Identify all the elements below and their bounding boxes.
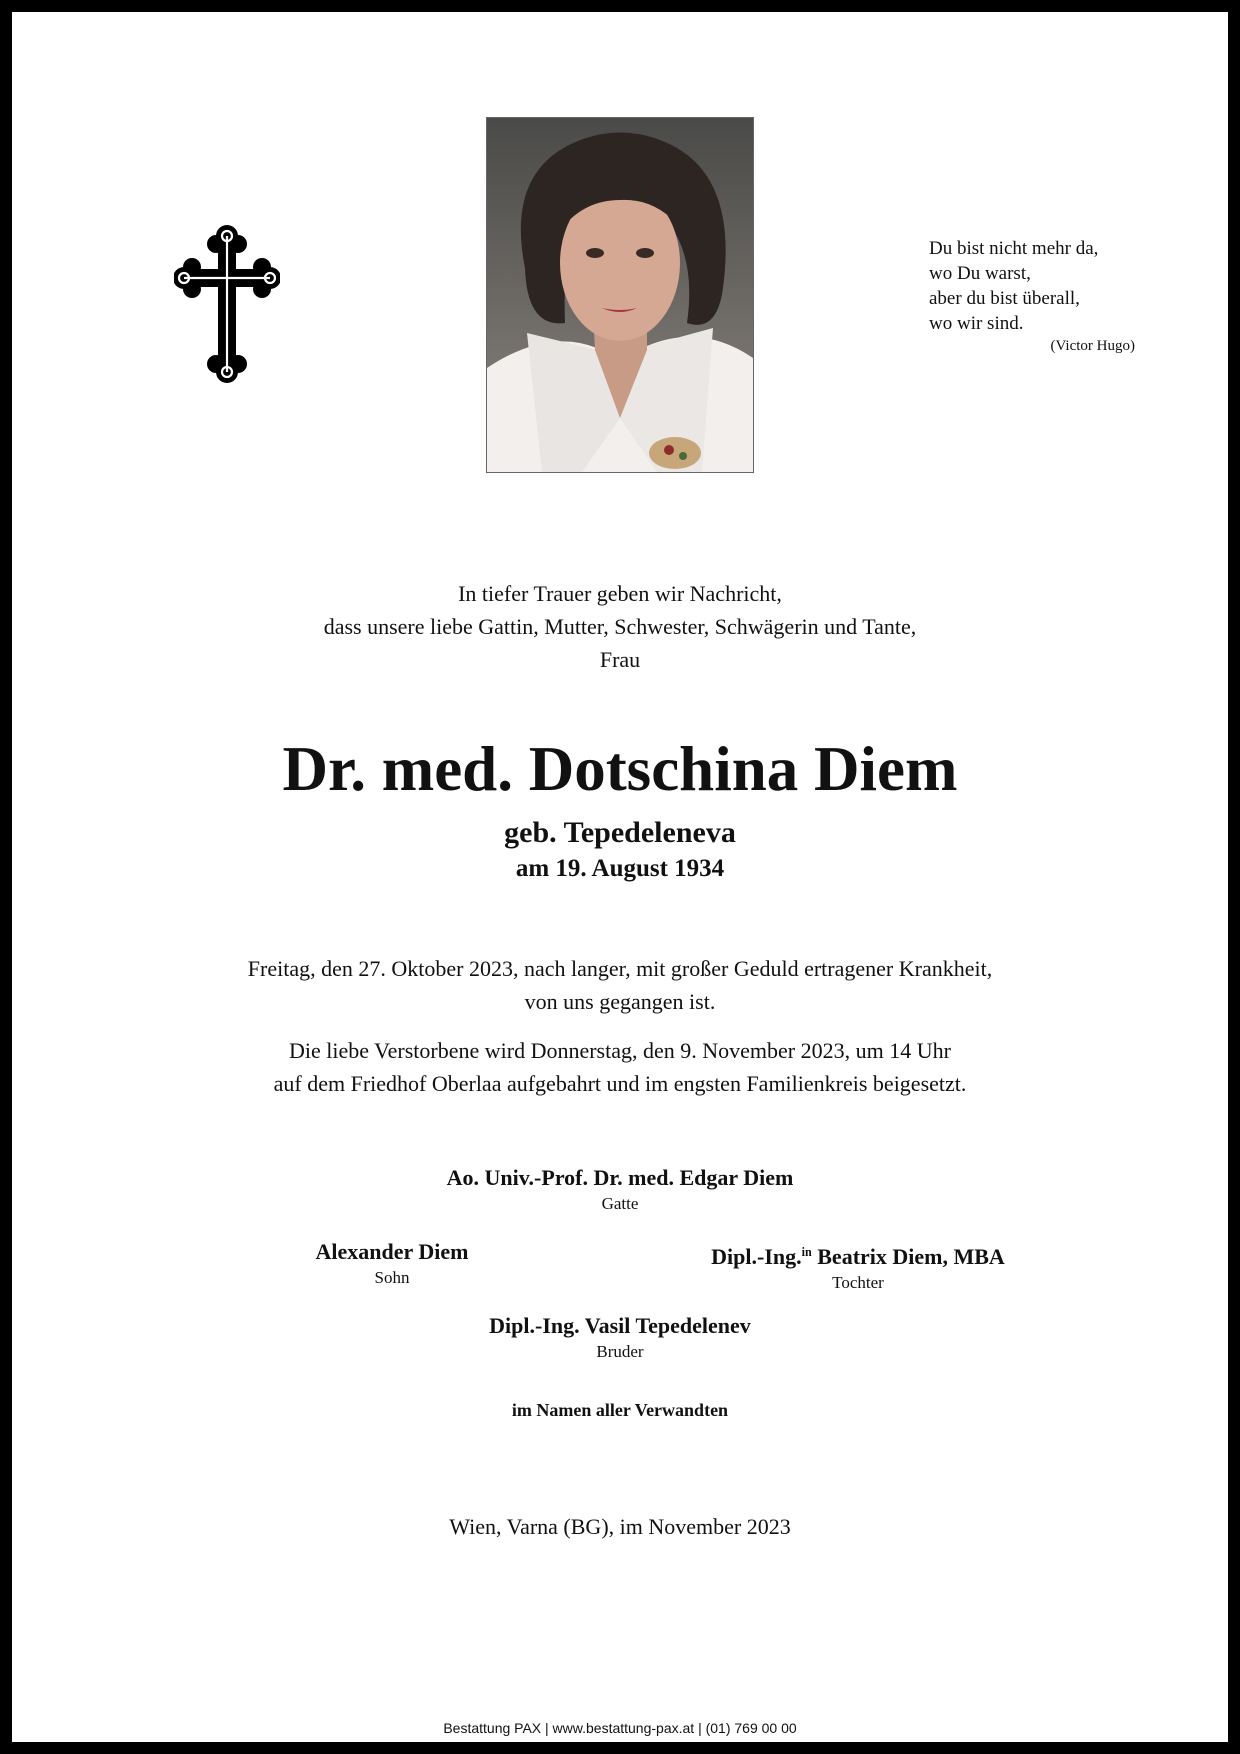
intro-line: Frau [599,647,641,672]
mourner-name: Ao. Univ.-Prof. Dr. med. Edgar Diem [446,1165,794,1190]
footer-undertaker: Bestattung PAX | www.bestattung-pax.at | (01) 769 00 00 [443,1720,797,1736]
mourner-name-rest: Beatrix Diem, MBA [811,1243,1005,1269]
mourner-name [658,1238,1058,1271]
mourner-name: Dipl.-Ing. Vasil Tepedelenev [489,1313,751,1338]
quote-line: wo wir sind. [929,313,1024,334]
birth-name: geb. Tepedeleneva [504,816,736,849]
portrait-photo [486,117,754,473]
mourner-relation: Gatte [601,1194,639,1213]
obituary-page [12,12,1228,1742]
quote-block [929,236,1135,356]
mourner-brother [12,1312,1228,1364]
quote-line: Du bist nicht mehr da, [929,238,1099,259]
all-relatives: im Namen aller Verwandten [511,1400,729,1420]
mourner-name-superscript: in [801,1245,812,1259]
funeral-text [12,1034,1228,1100]
funeral-line: auf dem Friedhof Oberlaa aufgebahrt und im engsten Familienkreis beigesetzt. [273,1071,967,1096]
mourner-daughter [658,1238,1058,1295]
quote-line: aber du bist überall, [929,288,1080,309]
mourner-son [212,1238,572,1290]
deceased-name: Dr. med. Dotschina Diem [282,734,958,804]
quote-author: (Victor Hugo) [1050,338,1135,354]
mourner-relation: Bruder [596,1342,644,1361]
intro-line: dass unsere liebe Gattin, Mutter, Schwester, Schwägerin und Tante, [323,614,917,639]
mourner-relation: Tochter [832,1272,884,1292]
funeral-line: Die liebe Verstorbene wird Donnerstag, den 9. November 2023, um 14 Uhr [289,1038,951,1063]
quote-line: wo Du warst, [929,263,1031,284]
portrait-image [487,118,753,472]
passing-line: von uns gegangen ist. [524,989,716,1014]
mourner-name: Alexander Diem [315,1239,469,1264]
mourner-name-prefix: Dipl.-Ing. [711,1243,802,1269]
passing-text [12,952,1228,1018]
orthodox-cross-icon [174,224,280,384]
mourner-relation: Sohn [374,1268,410,1287]
birth-date: am 19. August 1934 [515,855,725,882]
mourner-husband [12,1164,1228,1216]
intro-text [12,577,1228,676]
passing-line: Freitag, den 27. Oktober 2023, nach langer, mit großer Geduld ertragener Krankheit, [247,956,993,981]
place-date: Wien, Varna (BG), im November 2023 [449,1514,791,1539]
intro-line: In tiefer Trauer geben wir Nachricht, [458,581,782,606]
